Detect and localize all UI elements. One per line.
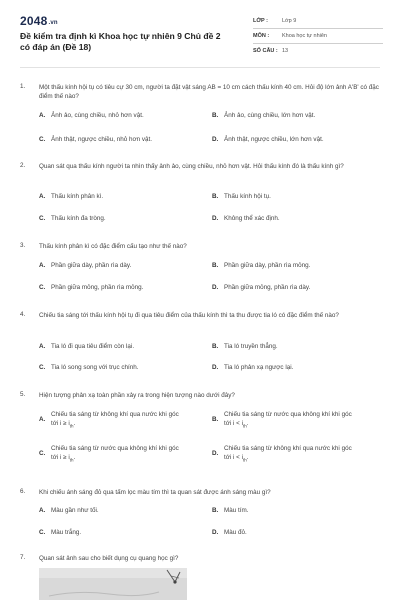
option-label: D. [212, 284, 219, 291]
option-text: Ảnh thật, ngược chiều, lớn hơn vật. [224, 136, 324, 143]
logo-main: 2048 [20, 14, 48, 28]
option-text: Ảnh thật, ngược chiều, nhỏ hơn vật. [51, 136, 153, 143]
option-text: Tia ló truyền thẳng. [224, 343, 278, 350]
page-title: Đề kiểm tra định kì Khoa học tự nhiên 9 Chủ đề 2 có đáp án (Đề 18) [20, 31, 221, 52]
meta-value: 13 [282, 48, 289, 54]
option-text [51, 444, 186, 465]
question-text: Khi chiếu ánh sáng đỏ qua tấm lọc màu tím thì ta quan sát được ánh sáng màu gì? [39, 489, 271, 496]
question-text: Chiếu tia sáng tới thấu kính hội tụ đi qua tiêu điểm của thấu kính thì ta thu được tia ló có đặc điểm thế nào? [39, 312, 339, 319]
option-text: Tia ló đi qua tiêu điểm còn lại. [51, 343, 135, 350]
option-label: B. [212, 262, 219, 269]
meta-value: Khoa học tự nhiên [282, 33, 327, 39]
option-a[interactable] [39, 507, 99, 514]
option-a[interactable] [39, 343, 134, 350]
question-text: Thấu kính phân kì có đặc điểm cấu tạo như thế nào? [39, 243, 187, 250]
option-text-sub: th [69, 423, 74, 429]
option-label: A. [39, 507, 46, 514]
option-b[interactable] [212, 193, 271, 200]
option-a[interactable] [39, 262, 131, 269]
option-b[interactable] [212, 112, 315, 119]
option-d[interactable] [212, 364, 293, 371]
meta-table [253, 14, 383, 59]
option-label: D. [212, 364, 219, 371]
question-number: 3. [20, 242, 26, 249]
option-c[interactable] [39, 444, 186, 465]
option-text-main: Chiếu tia sáng từ không khí qua nước khi góc tới i ≥ i [51, 411, 179, 428]
option-d[interactable] [212, 284, 310, 291]
option-label: B. [212, 416, 219, 423]
option-c[interactable] [39, 215, 106, 222]
option-text: Tia ló phản xạ ngược lại. [224, 364, 294, 371]
option-label: D. [212, 136, 219, 143]
option-label: A. [39, 193, 46, 200]
option-text-sub: th [243, 423, 247, 429]
question-number: 4. [20, 311, 26, 318]
option-text-main: Chiếu tia sáng từ nước qua không khí khi góc tới i ≥ i [51, 445, 179, 462]
option-b[interactable] [212, 262, 310, 269]
option-label: A. [39, 262, 46, 269]
meta-label: SỐ CÂU : [253, 48, 278, 54]
option-b[interactable] [212, 410, 359, 431]
option-text: Phần giữa mỏng, phần rìa dày. [224, 284, 311, 291]
option-text [224, 410, 359, 431]
option-label: C. [39, 215, 46, 222]
optical-instrument-illustration [39, 568, 187, 600]
option-text-tail: . [73, 420, 76, 428]
question-number: 6. [20, 488, 26, 495]
option-c[interactable] [39, 136, 152, 143]
option-text: Thấu kính đa tròng. [51, 215, 106, 222]
meta-row-count [253, 44, 383, 59]
option-text-tail: . [246, 454, 249, 462]
option-label: A. [39, 112, 46, 119]
option-text-main: Chiếu tia sáng từ nước qua không khí khi góc tới i < i [224, 411, 352, 428]
site-logo[interactable] [20, 14, 58, 28]
option-b[interactable] [212, 343, 278, 350]
question-text: Hiện tượng phản xạ toàn phần xảy ra trong hiện tượng nào dưới đây? [39, 392, 235, 399]
option-d[interactable] [212, 136, 324, 143]
option-c[interactable] [39, 364, 139, 371]
question-number: 7. [20, 554, 26, 561]
option-text-tail: . [246, 420, 249, 428]
option-text-tail: . [73, 454, 76, 462]
option-label: C. [39, 136, 46, 143]
header-divider [20, 67, 380, 68]
option-text-sub: th [69, 457, 74, 463]
option-label: B. [212, 343, 219, 350]
option-text: Thấu kính hội tụ. [224, 193, 271, 200]
meta-row-class [253, 14, 383, 29]
option-label: D. [212, 529, 219, 536]
option-text: Phần giữa dày, phần rìa dày. [51, 262, 132, 269]
option-a[interactable] [39, 112, 144, 119]
question-number: 2. [20, 162, 26, 169]
option-label: D. [212, 450, 219, 457]
option-text [224, 444, 359, 465]
option-d[interactable] [212, 529, 247, 536]
option-c[interactable] [39, 284, 143, 291]
question-text: Một thấu kính hội tụ có tiêu cự 30 cm, người ta đặt vật sáng AB = 10 cm cách thấu kính 40 cm. Hỏi độ lớn ảnh A'B' có đặc điểm thế nào? [39, 84, 379, 101]
option-text: Màu trắng. [51, 529, 82, 536]
page-header [0, 0, 400, 64]
option-label: A. [39, 416, 46, 423]
option-label: B. [212, 193, 219, 200]
option-text: Phần giữa dày, phần rìa mỏng. [224, 262, 311, 269]
option-label: C. [39, 450, 46, 457]
question-text: Quan sát qua thấu kính người ta nhìn thấy ảnh ảo, cùng chiều, nhỏ hơn vật. Hỏi thấu kính đó là thấu kính gì? [39, 163, 344, 170]
option-text-main: Chiếu tia sáng từ không khí qua nước khi góc tới i < i [224, 445, 352, 462]
logo-sub: .vn [48, 20, 58, 26]
option-label: C. [39, 529, 46, 536]
option-text: Màu đỏ. [224, 529, 247, 536]
meta-label: MÔN : [253, 33, 270, 39]
option-text: Ảnh ảo, cùng chiều, lớn hơn vật. [224, 112, 316, 119]
option-d[interactable] [212, 215, 280, 222]
option-a[interactable] [39, 410, 186, 431]
option-label: B. [212, 507, 219, 514]
option-a[interactable] [39, 193, 103, 200]
option-text [51, 410, 186, 431]
meta-row-subject [253, 29, 383, 44]
meta-label: LỚP : [253, 18, 268, 24]
option-text: Thấu kính phân kì. [51, 193, 104, 200]
question-7-image [39, 568, 187, 600]
option-text: Ảnh ảo, cùng chiều, nhỏ hơn vật. [51, 112, 144, 119]
question-number: 1. [20, 83, 26, 90]
option-text: Màu gần như tối. [51, 507, 99, 514]
option-b[interactable] [212, 507, 249, 514]
option-text: Không thể xác định. [224, 215, 280, 222]
option-label: B. [212, 112, 219, 119]
option-text: Màu tím. [224, 507, 249, 514]
option-text-sub: th [243, 457, 247, 463]
option-d[interactable] [212, 444, 359, 465]
option-text: Phần giữa mỏng, phần rìa mỏng. [51, 284, 144, 291]
question-text: Quan sát ảnh sau cho biết dụng cụ quang học gì? [39, 555, 179, 562]
option-label: C. [39, 284, 46, 291]
question-number: 5. [20, 391, 26, 398]
option-label: A. [39, 343, 46, 350]
option-label: C. [39, 364, 46, 371]
option-c[interactable] [39, 529, 81, 536]
option-text: Tia ló song song với trục chính. [51, 364, 139, 371]
option-label: D. [212, 215, 219, 222]
meta-value: Lớp 9 [282, 18, 297, 24]
